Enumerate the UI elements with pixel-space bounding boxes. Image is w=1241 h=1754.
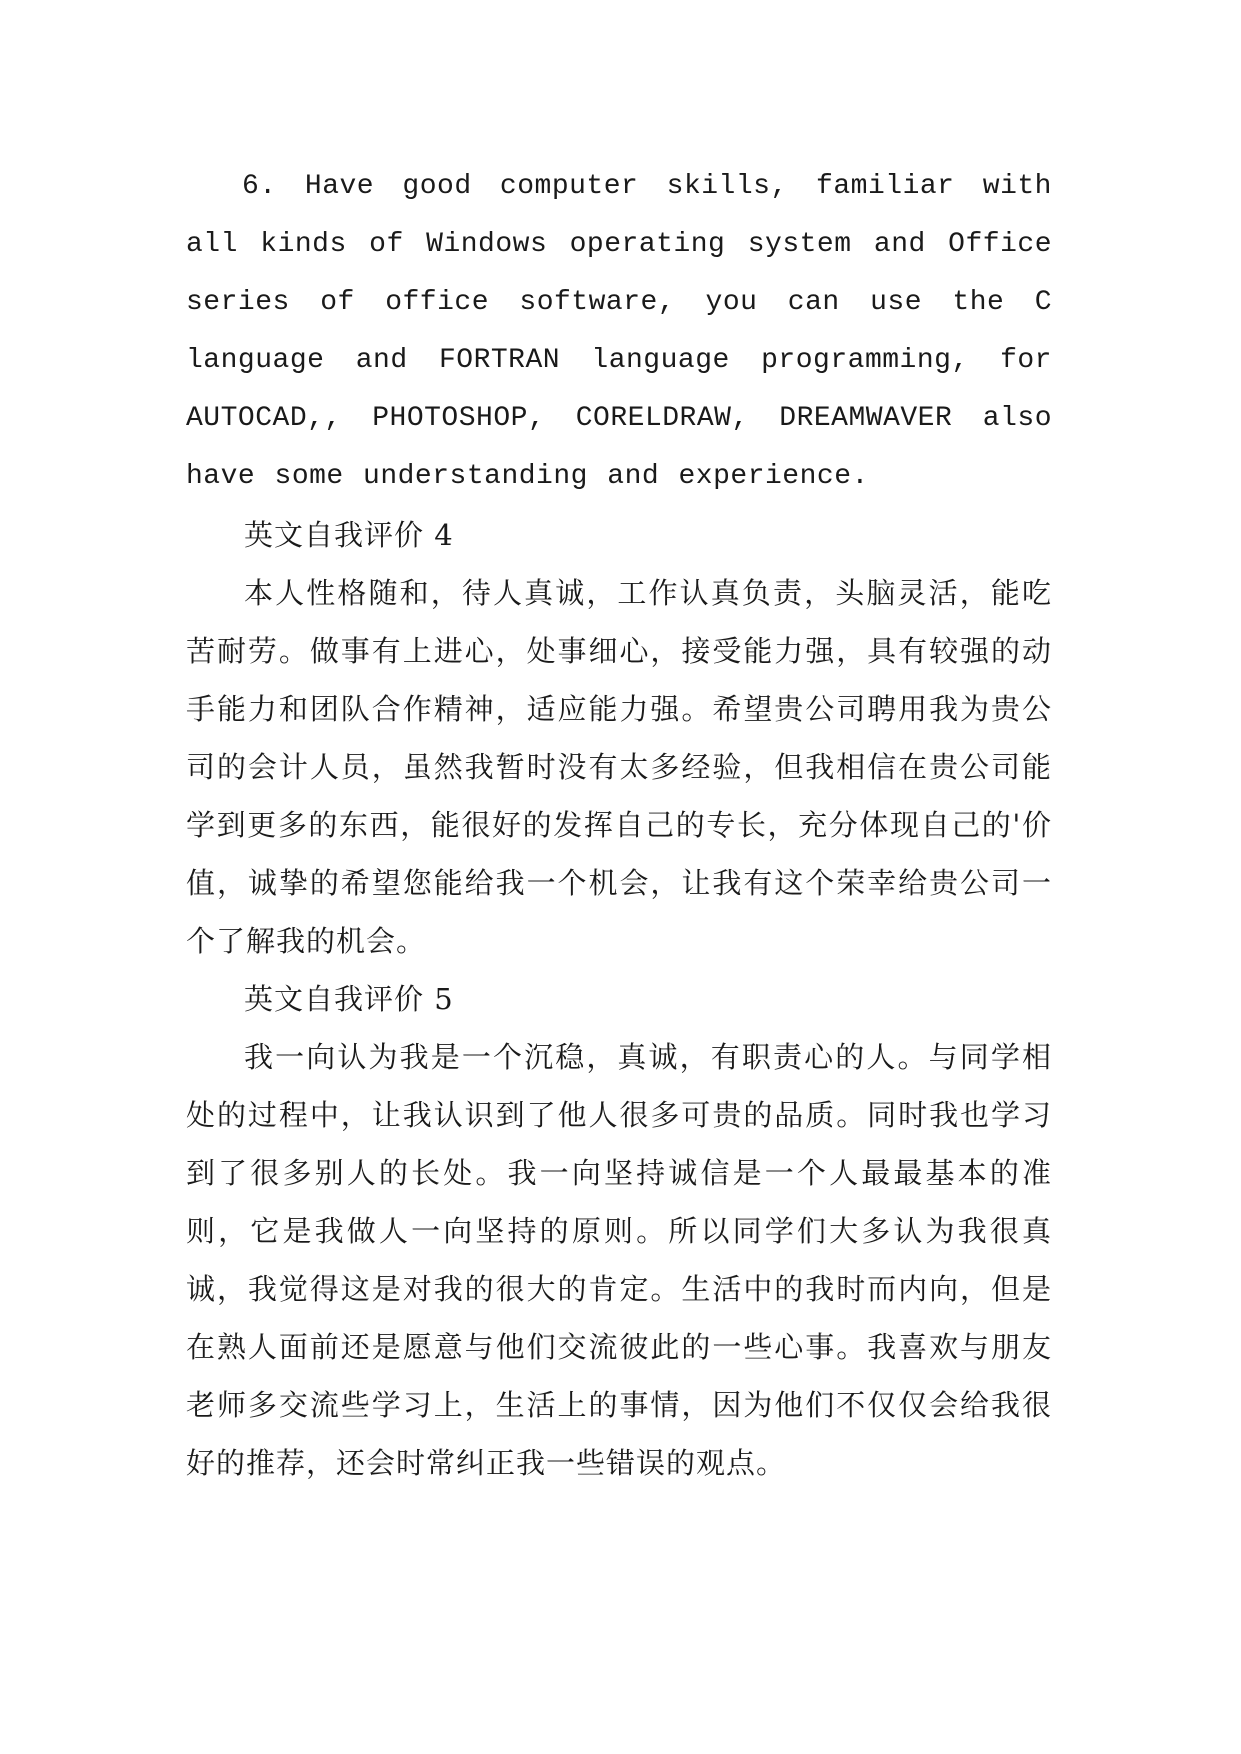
paragraph-self-evaluation-4: 本人性格随和，待人真诚，工作认真负责，头脑灵活，能吃苦耐劳。做事有上进心，处事细心，接受能力强，具有较强的动手能力和团队合作精神，适应能力强。希望贵公司聘用我为贵公司的会计人员，虽然我暂时没有太多经验，但我相信在贵公司能学到更多的东西，能很好的发挥自己的专长，充分体现自己的'价值，诚挚的希望您能给我一个机会，让我有这个荣幸给贵公司一个了解我的机会。 bbox=[186, 576, 1052, 958]
paragraph-self-evaluation-5: 我一向认为我是一个沉稳，真诚，有职责心的人。与同学相处的过程中，让我认识到了他人很多可贵的品质。同时我也学习到了很多别人的长处。我一向坚持诚信是一个人最最基本的准则，它是我做人一向坚持的原则。所以同学们大多认为我很真诚，我觉得这是对我的很大的肯定。生活中的我时而内向，但是在熟人面前还是愿意与他们交流彼此的一些心事。我喜欢与朋友老师多交流些学习上，生活上的事情，因为他们不仅仅会给我很好的推荐，还会时常纠正我一些错误的观点。 bbox=[186, 1040, 1052, 1480]
paragraph-computer-skills: 6. Have good computer skills, familiar with all kinds of Windows operating system and Office series of office software, you can use the C language and FORTRAN language programming, for AUTOCAD,, PHOTOSHOP, CORELDRAW, DREAMWAVER also have some understanding and experience. bbox=[186, 171, 1052, 492]
section-heading-4: 英文自我评价 4 bbox=[244, 518, 454, 552]
section-heading-5: 英文自我评价 5 bbox=[244, 982, 454, 1016]
document-page bbox=[186, 158, 1052, 1492]
